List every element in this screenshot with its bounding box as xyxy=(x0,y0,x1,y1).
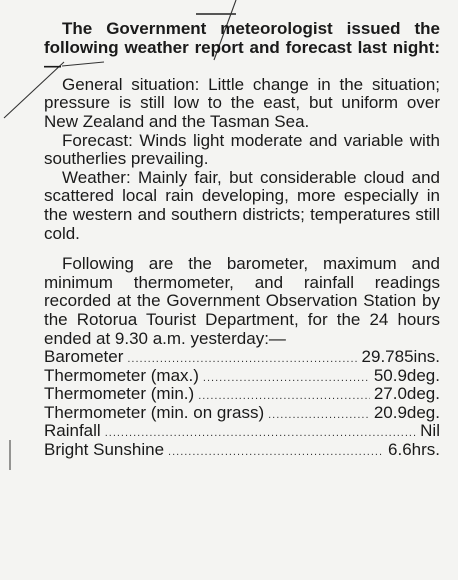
reading-value: 6.6hrs. xyxy=(388,441,440,460)
reading-row-thermometer-min xyxy=(44,385,440,404)
reading-row-sunshine xyxy=(44,441,440,460)
weather-text: Weather: Mainly fair, but considerable cloud and scattered local rain developing, more especially in the western and southern districts; temperatures still cold. xyxy=(44,167,440,243)
readings-table xyxy=(44,348,440,460)
dot-leader xyxy=(203,369,370,386)
dot-leader xyxy=(268,406,370,423)
reading-label: Thermometer (min. on grass) xyxy=(44,403,265,422)
weather-report-column xyxy=(44,20,440,460)
reading-label: Rainfall xyxy=(44,422,101,441)
reading-value: 27.0deg. xyxy=(373,385,440,404)
reading-value: 20.9deg. xyxy=(373,403,440,422)
reading-label: Thermometer (min.) xyxy=(44,385,195,404)
dot-leader xyxy=(105,424,416,441)
forecast-text: Forecast: Winds light moderate and variable with southerlies prevailing. xyxy=(44,130,440,169)
dot-leader xyxy=(198,387,370,404)
report-lead: The Government meteorologist issued the following weather report and forecast last night:— xyxy=(44,19,440,76)
reading-row-rainfall xyxy=(44,422,440,441)
reading-row-thermometer-max xyxy=(44,367,440,386)
reading-row-barometer xyxy=(44,348,440,367)
reading-value: 29.785ins. xyxy=(361,348,440,367)
reading-label: Barometer xyxy=(44,348,124,367)
general-situation: General situation: Little change in the situation; pressure is still low to the east, but uniform over New Zealand and the Tasman Sea. xyxy=(44,74,440,131)
reading-value: Nil xyxy=(420,422,440,441)
readings-intro: Following are the barometer, maximum and minimum thermometer, and rainfall readings recorded at the Government Observation Station by the Rotorua Tourist Department, for the 24 hours ended at 9.30 a.m. yesterday:— xyxy=(44,254,440,348)
reading-value: 50.9deg. xyxy=(373,366,440,385)
dot-leader xyxy=(127,350,357,367)
reading-row-thermometer-grass xyxy=(44,404,440,423)
dot-leader xyxy=(168,443,384,460)
reading-label: Thermometer (max.) xyxy=(44,366,199,385)
reading-label: Bright Sunshine xyxy=(44,441,165,460)
